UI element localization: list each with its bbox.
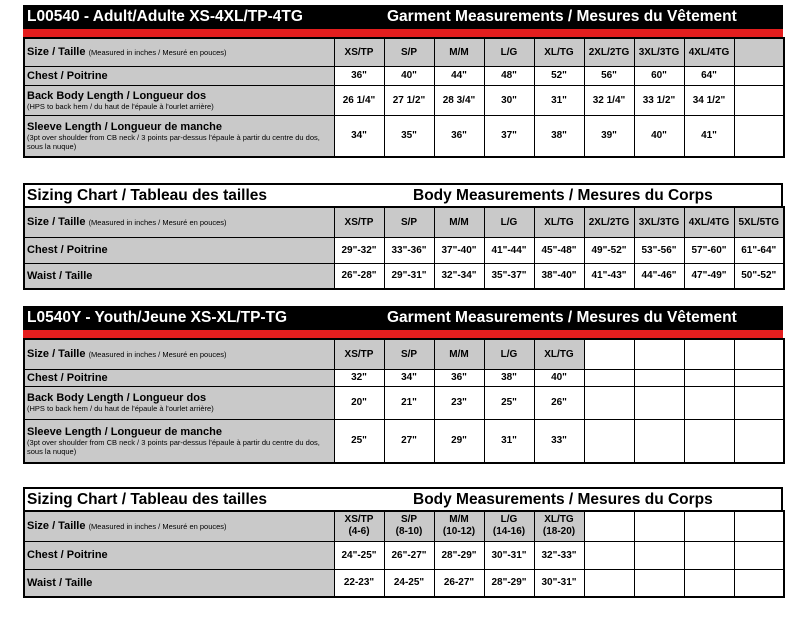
sleeve-length-cell: 25"	[334, 419, 384, 463]
size-age-range: (18-20)	[542, 526, 576, 538]
sleeve-length-cell	[734, 419, 784, 463]
chest-cell: 38"	[484, 369, 534, 386]
adult-body-title: Sizing Chart / Tableau des tailles	[27, 187, 268, 204]
size-cell: M/M	[434, 339, 484, 369]
back-length-cell: 26 1/4"	[334, 85, 384, 115]
size-label: Size / Taille	[27, 519, 86, 532]
size-cell	[384, 511, 434, 541]
chest-label: Chest / Poitrine	[24, 369, 334, 386]
size-age-range: (14-16)	[492, 526, 526, 538]
back-length-cell	[584, 386, 634, 419]
chest-row	[24, 66, 784, 85]
youth-garment-title: L0540Y - Youth/Jeune XS-XL/TP-TG	[27, 309, 288, 326]
chest-row	[24, 369, 784, 386]
size-label-cell	[24, 207, 334, 237]
chest-cell: 53"-56"	[634, 237, 684, 263]
size-label: Size / Taille	[27, 45, 86, 58]
chest-cell: 52"	[534, 66, 584, 85]
youth-body-section	[23, 487, 783, 598]
chest-cell: 26"-27"	[384, 541, 434, 569]
waist-cell	[684, 569, 734, 597]
size-cell: M/M	[434, 207, 484, 237]
size-cell: XL/TG	[534, 339, 584, 369]
size-note: (Measured in inches / Mesuré en pouces)	[88, 521, 227, 531]
sleeve-length-cell: 35"	[384, 115, 434, 157]
waist-cell: 50"-52"	[734, 263, 784, 289]
waist-cell: 26-27"	[434, 569, 484, 597]
size-name: XS/TP	[344, 514, 374, 526]
chest-cell	[734, 541, 784, 569]
chest-cell: 37"-40"	[434, 237, 484, 263]
waist-cell: 30"-31"	[534, 569, 584, 597]
adult-body-table	[23, 206, 785, 290]
chest-cell: 36"	[334, 66, 384, 85]
size-label-cell	[24, 511, 334, 541]
waist-cell	[584, 569, 634, 597]
size-cell: L/G	[484, 207, 534, 237]
waist-cell: 28"-29"	[484, 569, 534, 597]
chest-row	[24, 237, 784, 263]
chest-cell: 40"	[534, 369, 584, 386]
back-length-note: (HPS to back hem / du haut de l'épaule à l'ourlet arrière)	[27, 404, 214, 413]
back-length-cell: 30"	[484, 85, 534, 115]
sleeve-length-cell: 34"	[334, 115, 384, 157]
chest-cell: 29"-32"	[334, 237, 384, 263]
chest-cell: 40"	[384, 66, 434, 85]
chest-row	[24, 541, 784, 569]
sleeve-length-cell	[684, 419, 734, 463]
sleeve-length-cell: 27"	[384, 419, 434, 463]
waist-label: Waist / Taille	[24, 263, 334, 289]
size-cell: XS/TP	[334, 38, 384, 66]
size-cell: 4XL/4TG	[684, 38, 734, 66]
size-cell: XL/TG	[534, 38, 584, 66]
sleeve-length-cell: 29"	[434, 419, 484, 463]
waist-cell: 22-23"	[334, 569, 384, 597]
adult-garment-red-stripe	[23, 29, 783, 37]
sleeve-length-note: (3pt over shoulder from CB neck / 3 points par-dessus l'épaule à partir du centre du dos, sous la nuque)	[27, 437, 320, 456]
back-length-cell	[684, 386, 734, 419]
adult-garment-title-bar	[23, 5, 783, 29]
chest-cell	[734, 369, 784, 386]
sleeve-length-row	[24, 115, 784, 157]
back-length-cell: 32 1/4"	[584, 85, 634, 115]
chest-cell: 49"-52"	[584, 237, 634, 263]
chest-cell: 45"-48"	[534, 237, 584, 263]
sleeve-length-cell	[584, 419, 634, 463]
size-row	[24, 38, 784, 66]
back-length-label: Back Body Length / Longueur dos	[27, 89, 207, 102]
back-length-cell: 31"	[534, 85, 584, 115]
adult-garment-section	[23, 5, 783, 158]
size-label: Size / Taille	[27, 347, 86, 360]
size-label-cell	[24, 339, 334, 369]
back-length-cell: 33 1/2"	[634, 85, 684, 115]
waist-cell: 29"-31"	[384, 263, 434, 289]
waist-cell: 38"-40"	[534, 263, 584, 289]
chest-cell: 24"-25"	[334, 541, 384, 569]
sleeve-length-cell: 37"	[484, 115, 534, 157]
back-length-cell: 20"	[334, 386, 384, 419]
adult-body-subtitle: Body Measurements / Mesures du Corps	[413, 187, 713, 204]
chest-cell: 30"-31"	[484, 541, 534, 569]
back-length-label-cell	[24, 386, 334, 419]
chest-label: Chest / Poitrine	[24, 541, 334, 569]
size-cell: L/G	[484, 339, 534, 369]
waist-cell: 32"-34"	[434, 263, 484, 289]
sleeve-length-cell: 36"	[434, 115, 484, 157]
back-length-cell	[734, 85, 784, 115]
waist-row	[24, 263, 784, 289]
sleeve-length-cell: 38"	[534, 115, 584, 157]
size-cell	[734, 38, 784, 66]
sleeve-length-note: (3pt over shoulder from CB neck / 3 points par-dessus l'épaule à partir du centre du dos, sous la nuque)	[27, 132, 320, 151]
back-length-cell: 23"	[434, 386, 484, 419]
back-length-cell: 21"	[384, 386, 434, 419]
size-cell	[734, 511, 784, 541]
chest-cell	[684, 369, 734, 386]
size-name: L/G	[500, 514, 518, 526]
sleeve-length-label: Sleeve Length / Longueur de manche	[27, 425, 222, 438]
size-name: M/M	[449, 514, 469, 526]
youth-body-subtitle: Body Measurements / Mesures du Corps	[413, 491, 713, 508]
chest-cell	[634, 541, 684, 569]
back-length-cell: 26"	[534, 386, 584, 419]
back-length-cell: 34 1/2"	[684, 85, 734, 115]
size-cell	[734, 339, 784, 369]
waist-cell	[634, 569, 684, 597]
chest-cell: 32"-33"	[534, 541, 584, 569]
sleeve-length-row	[24, 419, 784, 463]
back-length-row	[24, 386, 784, 419]
chest-cell: 64"	[684, 66, 734, 85]
size-row	[24, 339, 784, 369]
waist-row	[24, 569, 784, 597]
chest-cell: 60"	[634, 66, 684, 85]
chest-cell: 34"	[384, 369, 434, 386]
youth-body-table	[23, 510, 785, 598]
chest-cell: 44"	[434, 66, 484, 85]
chest-cell: 61"-64"	[734, 237, 784, 263]
sleeve-length-cell	[634, 419, 684, 463]
size-age-range: (10-12)	[442, 526, 476, 538]
size-cell	[684, 339, 734, 369]
youth-garment-subtitle: Garment Measurements / Mesures du Vêtement	[387, 309, 737, 326]
chest-cell: 36"	[434, 369, 484, 386]
chest-cell: 33"-36"	[384, 237, 434, 263]
size-cell: XL/TG	[534, 207, 584, 237]
size-cell: 2XL/2TG	[584, 38, 634, 66]
chest-cell: 56"	[584, 66, 634, 85]
size-note: (Measured in inches / Mesuré en pouces)	[88, 47, 227, 57]
chest-label: Chest / Poitrine	[24, 66, 334, 85]
size-age-range: (4-6)	[348, 526, 370, 538]
size-cell	[434, 511, 484, 541]
back-length-cell	[734, 386, 784, 419]
waist-cell: 35"-37"	[484, 263, 534, 289]
size-cell	[584, 511, 634, 541]
sleeve-length-cell: 39"	[584, 115, 634, 157]
chest-cell: 57"-60"	[684, 237, 734, 263]
size-cell	[684, 511, 734, 541]
sleeve-length-cell: 31"	[484, 419, 534, 463]
size-cell	[634, 511, 684, 541]
back-length-cell: 25"	[484, 386, 534, 419]
adult-garment-title: L00540 - Adult/Adulte XS-4XL/TP-4TG	[27, 8, 303, 25]
size-cell	[484, 511, 534, 541]
adult-garment-subtitle: Garment Measurements / Mesures du Vêtement	[387, 8, 737, 25]
size-cell: 3XL/3TG	[634, 38, 684, 66]
back-length-cell: 27 1/2"	[384, 85, 434, 115]
chest-cell: 41"-44"	[484, 237, 534, 263]
waist-cell: 47"-49"	[684, 263, 734, 289]
youth-body-title-bar	[23, 487, 783, 510]
size-row	[24, 207, 784, 237]
chest-label: Chest / Poitrine	[24, 237, 334, 263]
size-note: (Measured in inches / Mesuré en pouces)	[88, 349, 227, 359]
chest-cell: 32"	[334, 369, 384, 386]
size-cell	[334, 511, 384, 541]
chest-cell	[684, 541, 734, 569]
sleeve-length-cell: 33"	[534, 419, 584, 463]
size-cell	[634, 339, 684, 369]
sleeve-length-label-cell	[24, 115, 334, 157]
chest-cell	[584, 541, 634, 569]
adult-body-section	[23, 183, 783, 290]
chest-cell	[734, 66, 784, 85]
youth-garment-title-bar	[23, 306, 783, 330]
size-cell: S/P	[384, 38, 434, 66]
size-cell: 5XL/5TG	[734, 207, 784, 237]
back-length-label: Back Body Length / Longueur dos	[27, 392, 207, 404]
back-length-label-cell	[24, 85, 334, 115]
youth-garment-table	[23, 338, 785, 464]
size-cell: 3XL/3TG	[634, 207, 684, 237]
chest-cell: 28"-29"	[434, 541, 484, 569]
size-age-range: (8-10)	[395, 526, 423, 538]
back-length-row	[24, 85, 784, 115]
size-cell: XS/TP	[334, 339, 384, 369]
size-name: S/P	[400, 514, 418, 526]
size-cell: L/G	[484, 38, 534, 66]
size-cell	[534, 511, 584, 541]
adult-body-title-bar	[23, 183, 783, 206]
back-length-cell: 28 3/4"	[434, 85, 484, 115]
sleeve-length-cell: 41"	[684, 115, 734, 157]
youth-body-title: Sizing Chart / Tableau des tailles	[27, 491, 268, 508]
size-cell: S/P	[384, 207, 434, 237]
sleeve-length-label-cell	[24, 419, 334, 463]
sleeve-length-cell: 40"	[634, 115, 684, 157]
chest-cell: 48"	[484, 66, 534, 85]
sleeve-length-cell	[734, 115, 784, 157]
chest-cell	[634, 369, 684, 386]
size-cell: XS/TP	[334, 207, 384, 237]
size-cell: S/P	[384, 339, 434, 369]
size-cell: 4XL/4TG	[684, 207, 734, 237]
back-length-cell	[634, 386, 684, 419]
chest-cell	[584, 369, 634, 386]
size-cell: M/M	[434, 38, 484, 66]
waist-cell: 41"-43"	[584, 263, 634, 289]
back-length-note: (HPS to back hem / du haut de l'épaule à l'ourlet arrière)	[27, 101, 214, 111]
waist-cell	[734, 569, 784, 597]
size-note: (Measured in inches / Mesuré en pouces)	[88, 217, 227, 227]
waist-cell: 44"-46"	[634, 263, 684, 289]
size-row	[24, 511, 784, 541]
waist-label: Waist / Taille	[24, 569, 334, 597]
waist-cell: 26"-28"	[334, 263, 384, 289]
waist-cell: 24-25"	[384, 569, 434, 597]
youth-garment-red-stripe	[23, 330, 783, 338]
size-name: XL/TG	[544, 514, 574, 526]
sleeve-length-label: Sleeve Length / Longueur de manche	[27, 120, 222, 133]
size-label: Size / Taille	[27, 215, 86, 228]
youth-garment-section	[23, 306, 783, 464]
adult-garment-table	[23, 37, 785, 158]
size-cell	[584, 339, 634, 369]
size-label-cell	[24, 38, 334, 66]
size-cell: 2XL/2TG	[584, 207, 634, 237]
